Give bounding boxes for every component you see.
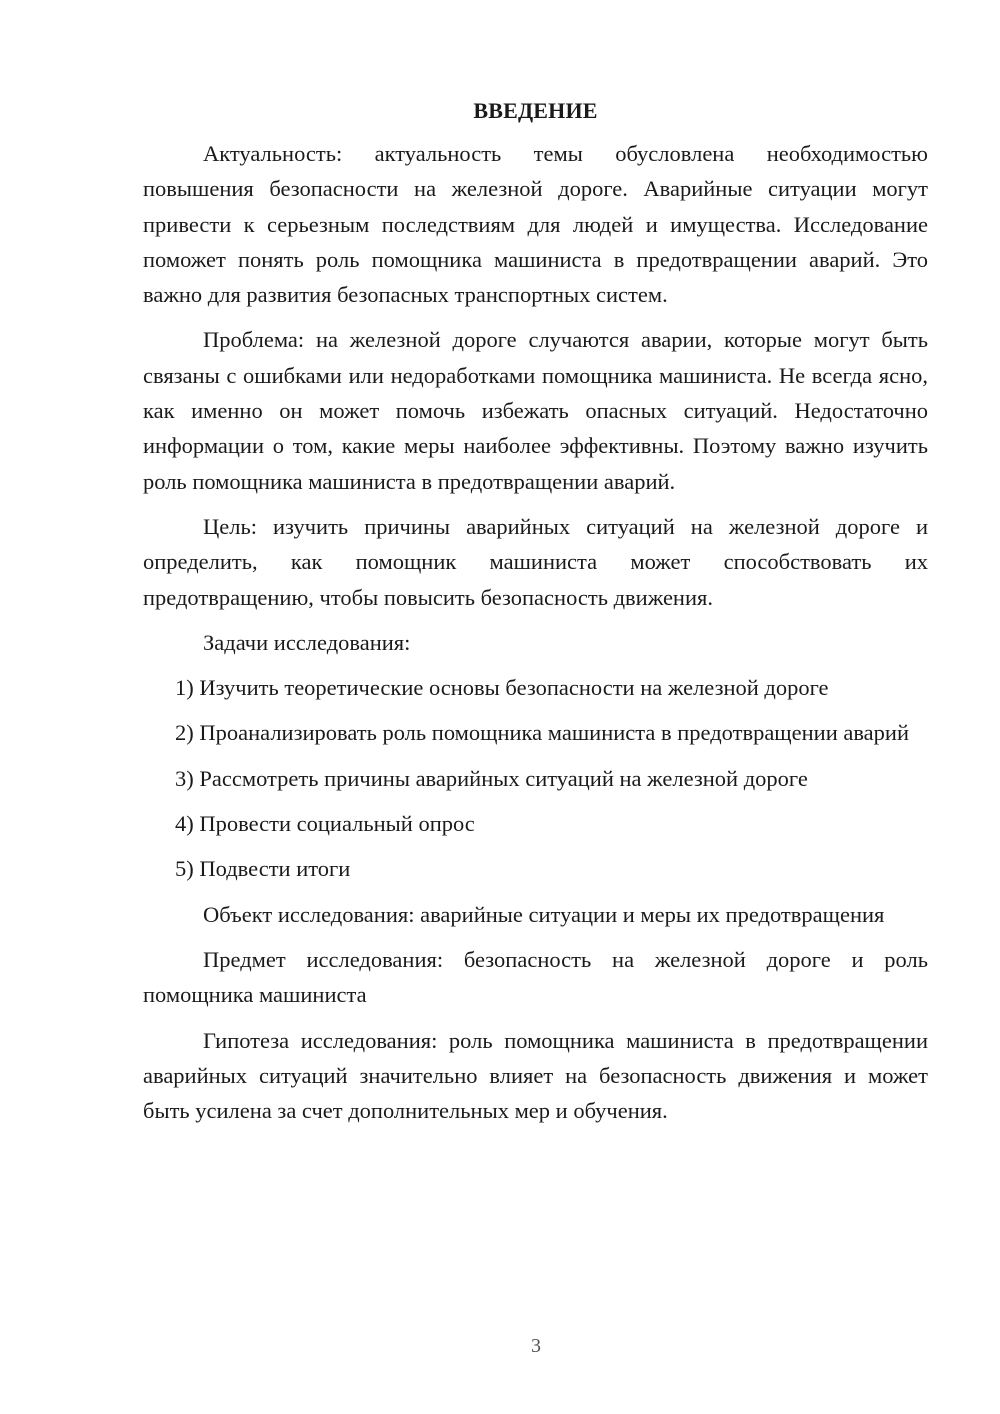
task-item-2: 2) Проанализировать роль помощника машиниста в предотвращении аварий xyxy=(175,720,909,746)
paragraph-problem: Проблема: на железной дороге случаются аварии, которые могут быть связаны с ошибками или недоработками помощника машиниста. Не всегда ясно, как именно он может помочь избежать опасных ситуаций. Недостаточно информации о том, какие меры наиболее эффективны. Поэтому важно изучить роль помощника машиниста в предотвращении аварий. xyxy=(143,327,928,494)
task-item-1: 1) Изучить теоретические основы безопасности на железной дороге xyxy=(175,675,829,701)
paragraph-object: Объект исследования: аварийные ситуации и меры их предотвращения xyxy=(203,901,885,927)
task-item-3: 3) Рассмотреть причины аварийных ситуаций на железной дороге xyxy=(175,765,808,791)
section-title: ВВЕДЕНИЕ xyxy=(473,98,598,123)
document-page xyxy=(143,96,928,1128)
paragraph-tasks-heading: Задачи исследования: xyxy=(203,629,411,655)
task-item-4: 4) Провести социальный опрос xyxy=(175,811,475,837)
paragraph-hypothesis: Гипотеза исследования: роль помощника машиниста в предотвращении аварийных ситуаций значительно влияет на безопасность движения и может быть усилена за счет дополнительных мер и обучения. xyxy=(143,1027,928,1124)
paragraph-goal: Цель: изучить причины аварийных ситуаций на железной дороге и определить, как помощник машиниста может способствовать их предотвращению, чтобы повысить безопасность движения. xyxy=(143,513,928,610)
page-number: 3 xyxy=(531,1335,541,1357)
paragraph-relevance: Актуальность: актуальность темы обусловлена необходимостью повышения безопасности на железной дороге. Аварийные ситуации могут привести к серьезным последствиям для людей и имущества. Исследование поможет понять роль помощника машиниста в предотвращении аварий. Это важно для развития безопасных транспортных систем. xyxy=(143,141,928,308)
task-item-5: 5) Подвести итоги xyxy=(175,856,351,882)
paragraph-subject: Предмет исследования: безопасность на железной дороге и роль помощника машиниста xyxy=(143,946,928,1008)
